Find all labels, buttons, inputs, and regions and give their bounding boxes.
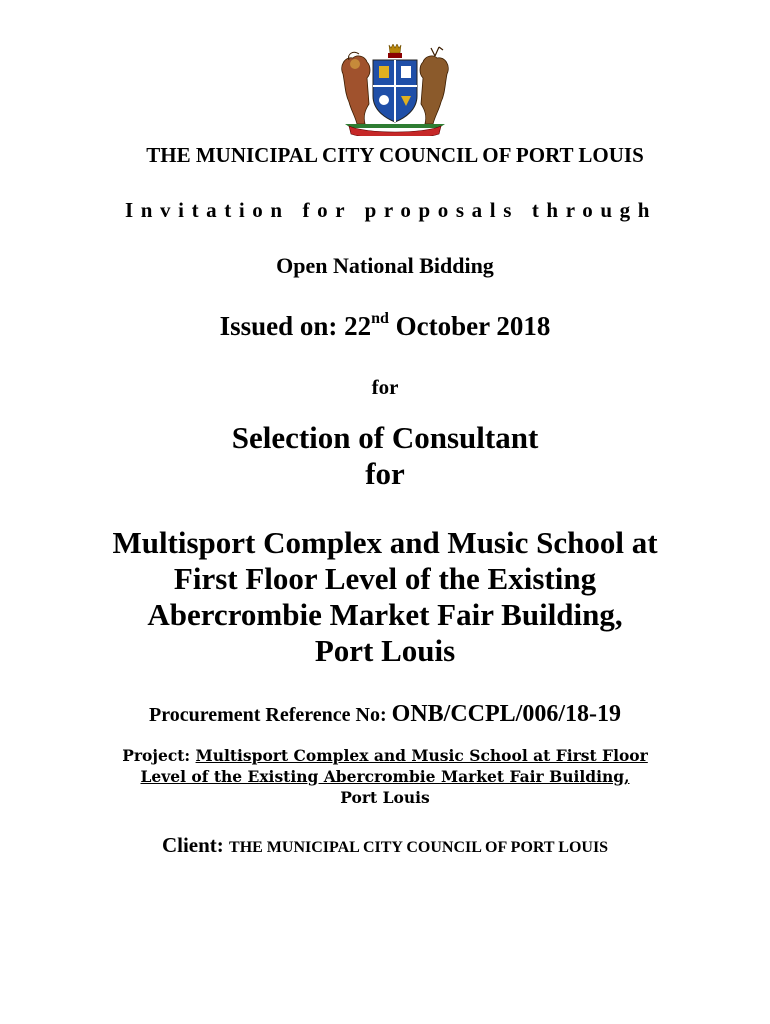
project-label: Project:	[122, 746, 196, 765]
client-label: Client:	[161, 833, 230, 857]
coat-of-arms-logo	[335, 44, 455, 136]
project-block	[0, 745, 770, 808]
procurement-reference	[0, 701, 770, 728]
issue-date-ordinal: nd	[371, 310, 389, 327]
issue-date-rest: October 2018	[388, 311, 551, 341]
procurement-value: ONB/CCPL/006/18-19	[391, 701, 622, 727]
council-title: THE MUNICIPAL CITY COUNCIL OF PORT LOUIS	[146, 143, 644, 167]
selection-line-2: for	[365, 456, 405, 491]
selection-line-1: Selection of Consultant	[231, 420, 539, 455]
project-line-3: Port Louis	[340, 788, 430, 807]
invitation-heading: Invitation for proposals through	[124, 198, 658, 222]
project-title-line-1: Multisport Complex and Music School at	[112, 525, 658, 560]
client-value: THE MUNICIPAL CITY COUNCIL OF PORT LOUIS	[229, 839, 609, 856]
project-title-line-3: Abercrombie Market Fair Building,	[147, 597, 623, 632]
project-title-line-2: First Floor Level of the Existing	[173, 561, 597, 596]
issue-date-prefix: Issued on: 22	[219, 311, 372, 341]
procurement-label: Procurement Reference No:	[148, 704, 392, 726]
for-text: for	[371, 375, 399, 399]
project-line-1: Multisport Complex and Music School at First Floor	[195, 746, 648, 765]
project-title-line-4: Port Louis	[314, 633, 456, 668]
bidding-type: Open National Bidding	[276, 253, 494, 278]
issue-date	[0, 311, 770, 342]
project-title	[0, 525, 770, 669]
selection-heading	[0, 420, 770, 492]
project-line-2: Level of the Existing Abercrombie Market Fair Building,	[140, 767, 630, 786]
client	[0, 833, 770, 858]
